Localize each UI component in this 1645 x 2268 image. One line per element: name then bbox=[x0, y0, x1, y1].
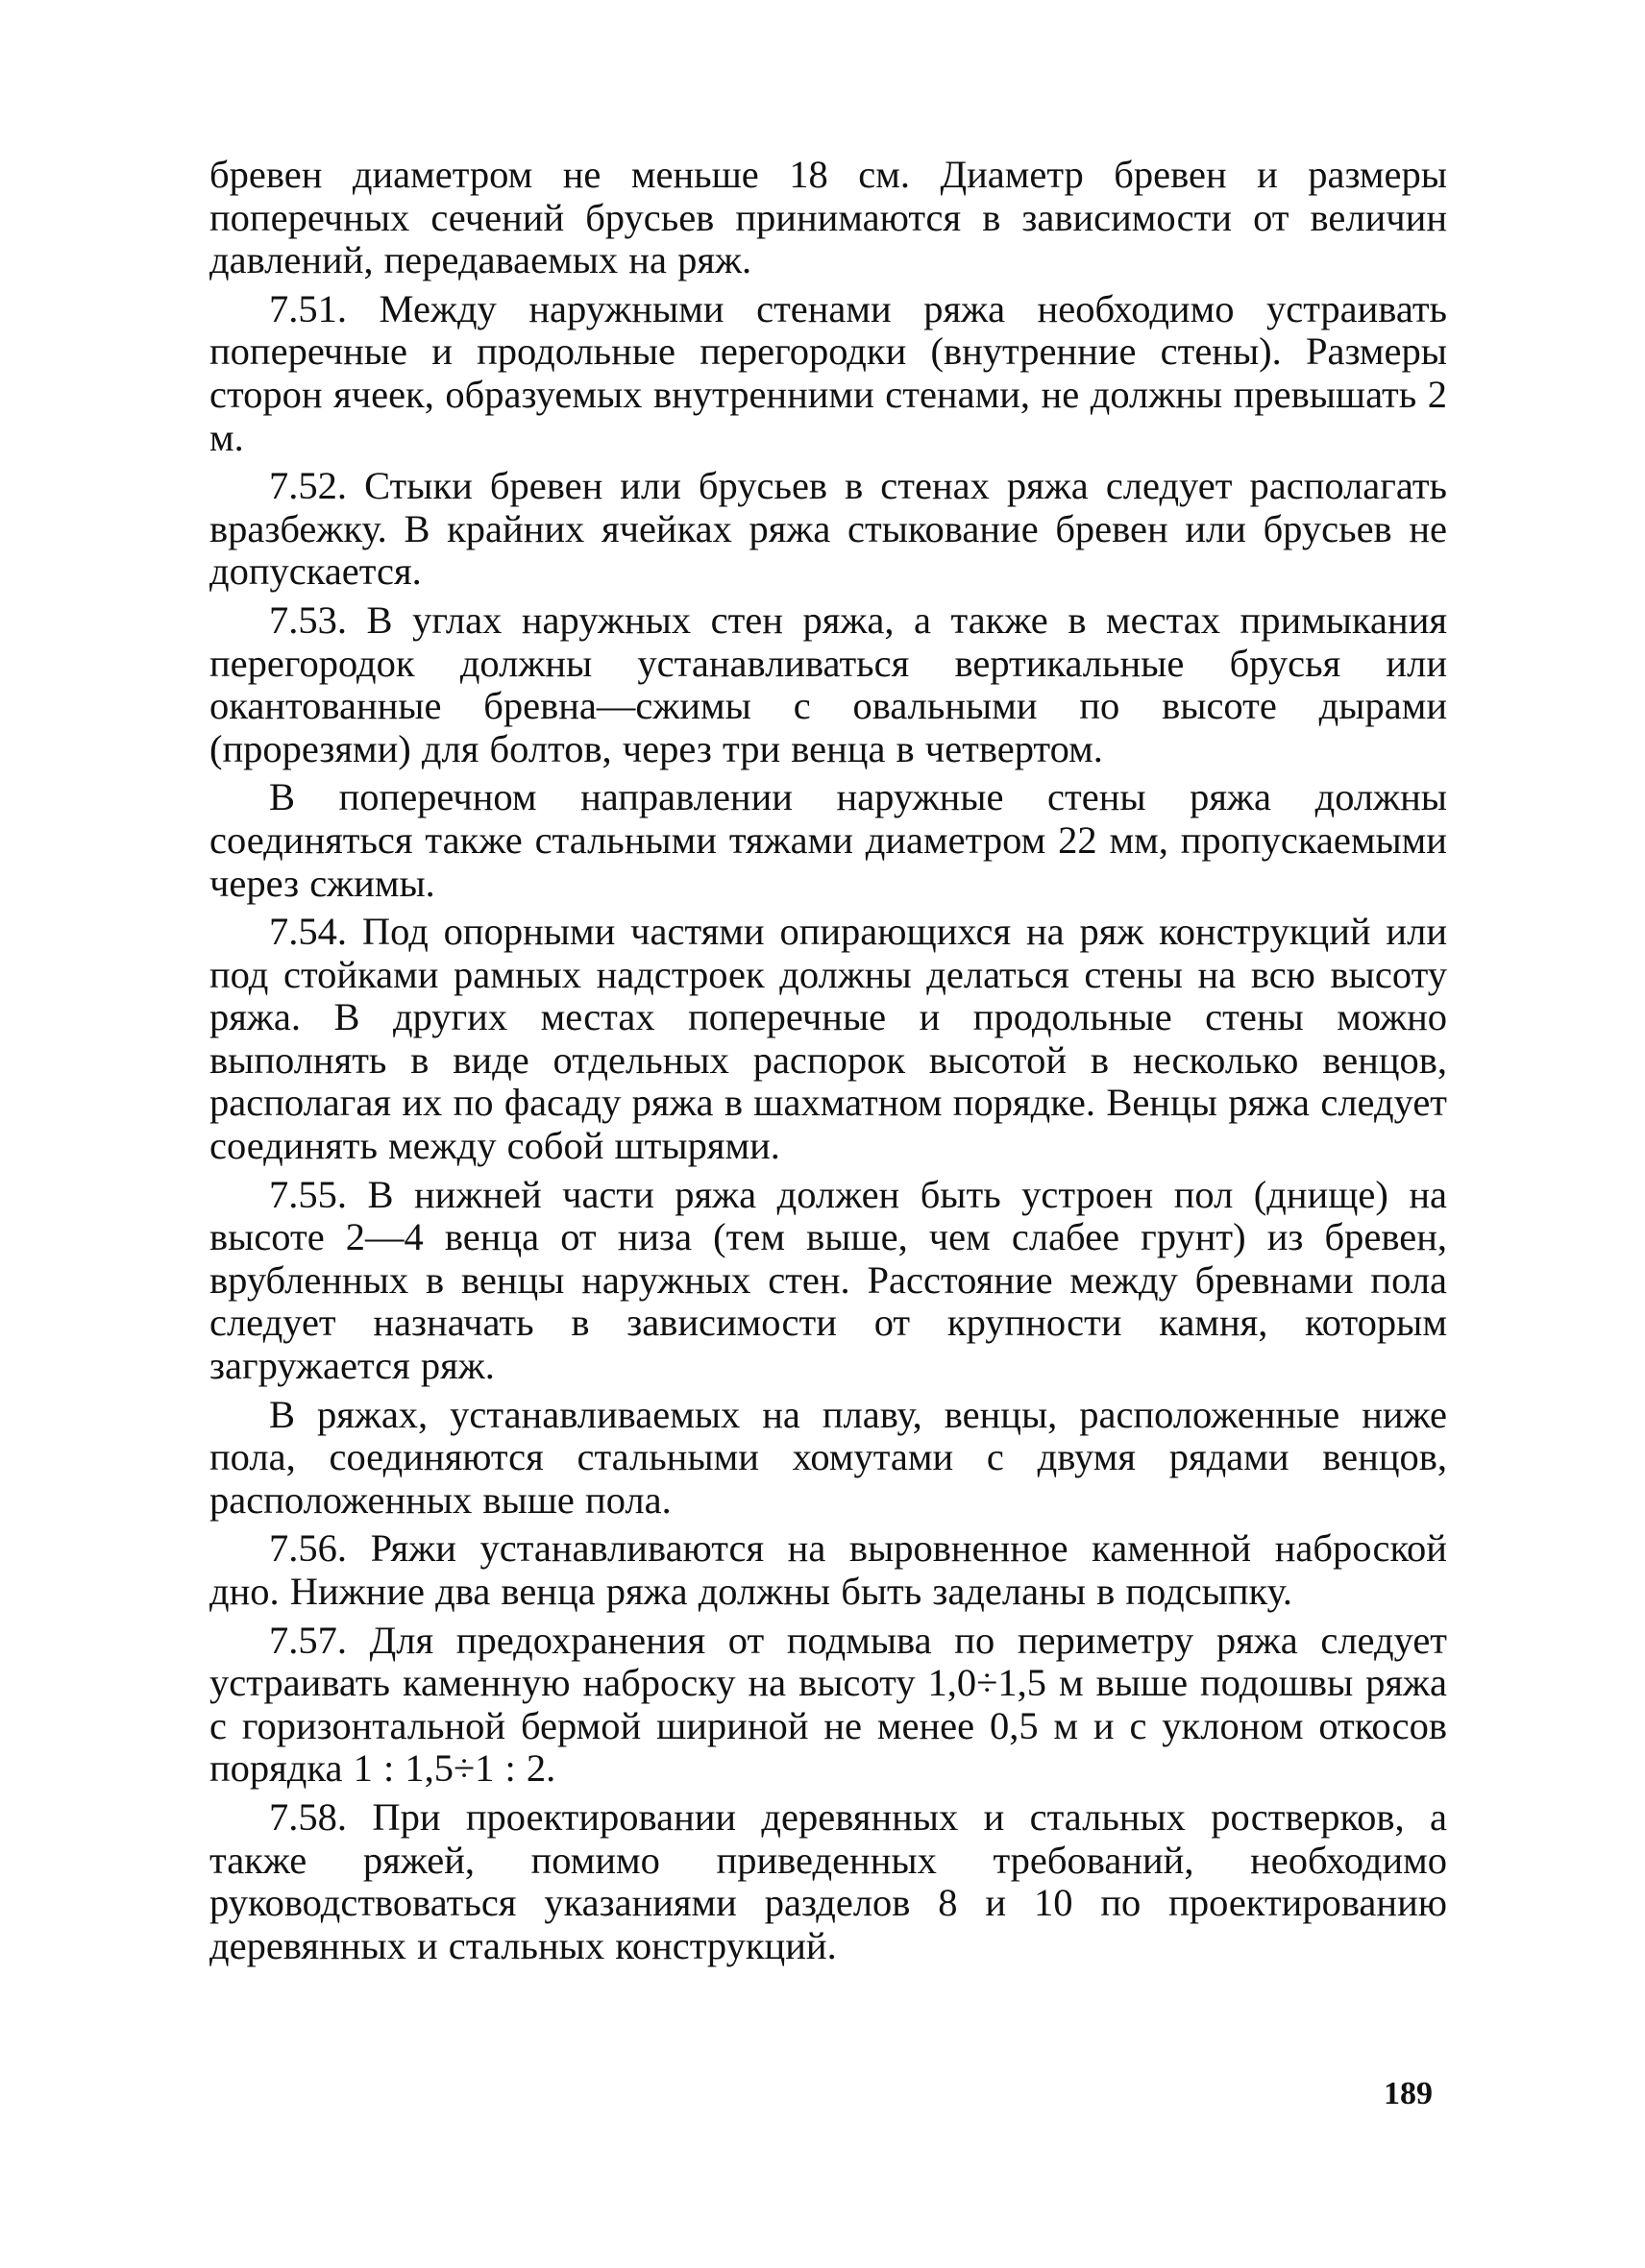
paragraph-7-54: 7.54. Под опорными частями опирающихся на ряж конструкций или под стойками рамных надстроек должны делаться стены на всю высоту ряжа. В других местах поперечные и продольные стены можно выполнять в виде отдельных распорок высотой в несколько венцов, располагая их по фасаду ряжа в шахматном порядке. Венцы ряжа следует соединять между собой штырями. bbox=[209, 910, 1447, 1168]
paragraph-7-52: 7.52. Стыки бревен или брусьев в стенах ряжа следует располагать вразбежку. В крайних ячейках ряжа стыкование бревен или брусьев не допускается. bbox=[209, 464, 1447, 594]
paragraph-7-51: 7.51. Между наружными стенами ряжа необходимо устраивать поперечные и продольные перегородки (внутренние стены). Размеры сторон ячеек, образуемых внутренними стенами, не должны превышать 2 м. bbox=[209, 286, 1447, 459]
paragraph-7-53-continued: В поперечном направлении наружные стены ряжа должны соединяться также стальными тяжами диаметром 22 мм, пропускаемыми через сжимы. bbox=[209, 775, 1447, 905]
paragraph-7-57: 7.57. Для предохранения от подмыва по периметру ряжа следует устраивать каменную наброску на высоту 1,0÷1,5 м выше подошвы ряжа с горизонтальной бермой шириной не менее 0,5 м и с уклоном откосов порядка 1 : 1,5÷1 : 2. bbox=[209, 1618, 1447, 1791]
paragraph-7-56: 7.56. Ряжи устанавливаются на выровненное каменной наброской дно. Нижние два венца ряжа должны быть заделаны в подсыпку. bbox=[209, 1526, 1447, 1613]
paragraph-7-55-continued: В ряжах, устанавливаемых на плаву, венцы, расположенные ниже пола, соединяются стальными хомутами с двумя рядами венцов, расположенных выше пола. bbox=[209, 1392, 1447, 1522]
page-number: 189 bbox=[1384, 2076, 1433, 2111]
paragraph-7-55: 7.55. В нижней части ряжа должен быть устроен пол (днище) на высоте 2—4 венца от низа (тем выше, чем слабее грунт) из бревен, врубленных в венцы наружных стен. Расстояние между бревнами пола следует назначать в зависимости от крупности камня, которым загружается ряж. bbox=[209, 1172, 1447, 1388]
paragraph-7-58: 7.58. При проектировании деревянных и стальных ростверков, а также ряжей, помимо приведенных требований, необходимо руководствоваться указаниями разделов 8 и 10 по проектированию деревянных и стальных конструкций. bbox=[209, 1794, 1447, 1967]
paragraph-intro: бревен диаметром не меньше 18 см. Диаметр бревен и размеры поперечных сечений брусьев принимаются в зависимости от величин давлений, передаваемых на ряж. bbox=[209, 153, 1447, 282]
page-body bbox=[209, 154, 1447, 1967]
paragraph-7-53: 7.53. В углах наружных стен ряжа, а также в местах примыкания перегородок должны устанавливаться вертикальные брусья или окантованные бревна—сжимы с овальными по высоте дырами (прорезями) для болтов, через три венца в четвертом. bbox=[209, 597, 1447, 770]
